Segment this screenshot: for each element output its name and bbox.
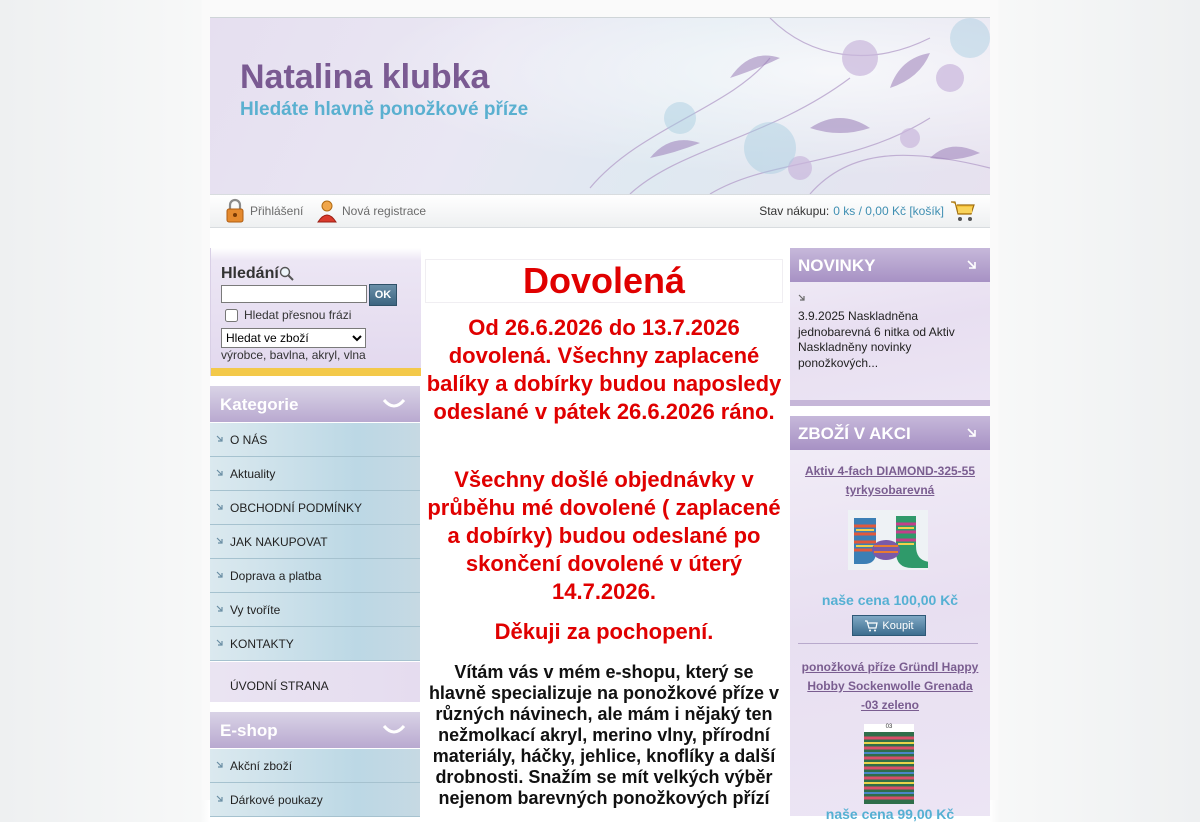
category-label: JAK NAKUPOVAT	[230, 535, 328, 549]
arrow-corner-icon	[216, 503, 224, 511]
product-image-number: 03	[885, 724, 893, 730]
arrow-corner-icon	[216, 761, 224, 769]
product-price: naše cena 100,00 Kč	[821, 592, 959, 608]
eshop-title: E-shop	[220, 721, 278, 740]
categories-heading[interactable]	[210, 386, 420, 422]
search-input[interactable]	[221, 285, 367, 303]
cart-status-value[interactable]: 0 ks / 0,00 Kč [košík]	[833, 204, 944, 218]
product-price: naše cena 99,00 Kč	[825, 806, 955, 822]
category-label: O NÁS	[230, 433, 268, 447]
product-name[interactable]: Aktiv 4-fach DIAMOND-325-55 tyrkysobarevná	[804, 464, 976, 497]
register-label: Nová registrace	[342, 204, 427, 218]
vacation-paragraph-1: Od 26.6.2026 do 13.7.2026 dovolená. Všechny zaplacené balíky a dobírky budou naposledy odeslané v pátek 26.6.2026 ráno.	[426, 315, 782, 424]
padlock-icon	[224, 198, 246, 224]
user-icon	[316, 198, 338, 224]
arrow-corner-icon	[216, 639, 224, 647]
category-label: KONTAKTY	[230, 637, 294, 651]
cart-status-label: Stav nákupu:	[759, 204, 830, 218]
product-name[interactable]: ponožková příze Gründl Happy Hobby Sockenwolle Grenada -03 zeleno	[801, 660, 979, 712]
search-hint: výrobce, bavlna, akryl, vlna	[221, 348, 366, 362]
category-item-home[interactable]	[210, 662, 420, 702]
yarn-skein-picture	[864, 732, 914, 804]
arrow-corner-icon	[966, 427, 978, 439]
login-link[interactable]	[224, 195, 303, 227]
category-item-vy-tvorite[interactable]	[210, 593, 420, 627]
eshop-heading[interactable]	[210, 712, 420, 748]
category-label: Doprava a platba	[230, 569, 322, 583]
login-label: Přihlášení	[250, 204, 304, 218]
arrow-corner-icon	[216, 605, 224, 613]
arrow-corner-icon	[216, 469, 224, 477]
vacation-heading: Dovolená	[426, 260, 782, 302]
category-item-kontakty[interactable]	[210, 627, 420, 661]
home-label: ÚVODNÍ STRANA	[230, 679, 329, 693]
eshop-item-label: Akční zboží	[230, 759, 293, 773]
category-label: OBCHODNÍ PODMÍNKY	[230, 501, 363, 515]
product-separator	[798, 643, 978, 644]
cart-icon[interactable]	[950, 199, 976, 223]
buy-button-label: Koupit	[882, 619, 914, 632]
arrow-corner-icon	[216, 537, 224, 545]
vacation-paragraph-2: Všechny došlé objednávky v průběhu mé dovolené ( zaplacené a dobírky) budou odeslané po skončení dovolené v úterý 14.7.2026.	[427, 467, 781, 604]
search-title	[221, 265, 295, 283]
search-title-text: Hledání	[221, 265, 279, 282]
search-box-stripe	[211, 368, 421, 376]
chevron-down-icon	[382, 398, 406, 410]
top-bar	[210, 194, 990, 228]
sale-title: ZBOŽÍ V AKCI	[798, 424, 911, 443]
site-subtitle: Hledáte hlavně ponožkové příze	[240, 99, 529, 120]
exact-phrase-checkbox[interactable]	[225, 309, 238, 322]
buy-button[interactable]	[852, 615, 926, 636]
search-scope-select[interactable]	[221, 328, 366, 348]
site-header	[210, 18, 990, 194]
news-heading[interactable]	[790, 248, 990, 282]
product-image-yarn-skein[interactable]	[864, 724, 914, 804]
register-link[interactable]	[316, 195, 426, 227]
exact-phrase-label: Hledat přesnou frázi	[244, 308, 352, 322]
category-item-doprava-a-platba[interactable]	[210, 559, 420, 593]
cart-icon	[864, 620, 878, 632]
eshop-item-akcni-zbozi[interactable]	[210, 749, 420, 783]
arrow-corner-icon	[966, 259, 978, 271]
categories-title: Kategorie	[220, 395, 299, 414]
search-box	[210, 248, 421, 376]
welcome-text: Vítám vás v mém e-shopu, který se hlavně specializuje na ponožkové příze v různých návinech, ale mám i nějaký ten nežmolkací akryl, merino vlny, přírodní materiály, háčky, jehlice, knoflíky a další drobnosti. Snažím se mít velkých výběr nejenom barevných ponožkových přízí	[428, 662, 780, 808]
category-label: Aktuality	[230, 467, 276, 481]
product-image-socks-yarn[interactable]	[848, 510, 928, 570]
eshop-item-label: Dárkové poukazy	[230, 793, 323, 807]
eshop-item-darkove-poukazy[interactable]	[210, 783, 420, 817]
arrow-corner-icon	[216, 571, 224, 579]
search-ok-button[interactable]: OK	[369, 284, 397, 306]
exact-phrase-option[interactable]	[225, 308, 351, 322]
news-title: NOVINKY	[798, 256, 876, 275]
arrow-corner-icon	[798, 294, 806, 302]
category-item-o-nas[interactable]	[210, 423, 420, 457]
news-box-bottom	[790, 400, 990, 406]
vacation-paragraph-3: Děkuji za pochopení.	[494, 619, 714, 644]
magnifier-icon	[279, 266, 295, 282]
category-item-jak-nakupovat[interactable]	[210, 525, 420, 559]
category-item-obchodni-podminky[interactable]	[210, 491, 420, 525]
site-title[interactable]: Natalina klubka	[240, 58, 490, 96]
chevron-down-icon	[382, 724, 406, 736]
page-wrapper	[210, 18, 990, 822]
arrow-corner-icon	[216, 435, 224, 443]
arrow-corner-icon	[216, 795, 224, 803]
sale-heading[interactable]	[790, 416, 990, 450]
cart-status[interactable]	[759, 195, 944, 227]
news-item[interactable]: 3.9.2025 Naskladněna jednobarevná 6 nitka od Aktiv Naskladněny novinky ponožkových...	[798, 309, 955, 370]
category-item-aktuality[interactable]	[210, 457, 420, 491]
category-label: Vy tvoříte	[230, 603, 281, 617]
